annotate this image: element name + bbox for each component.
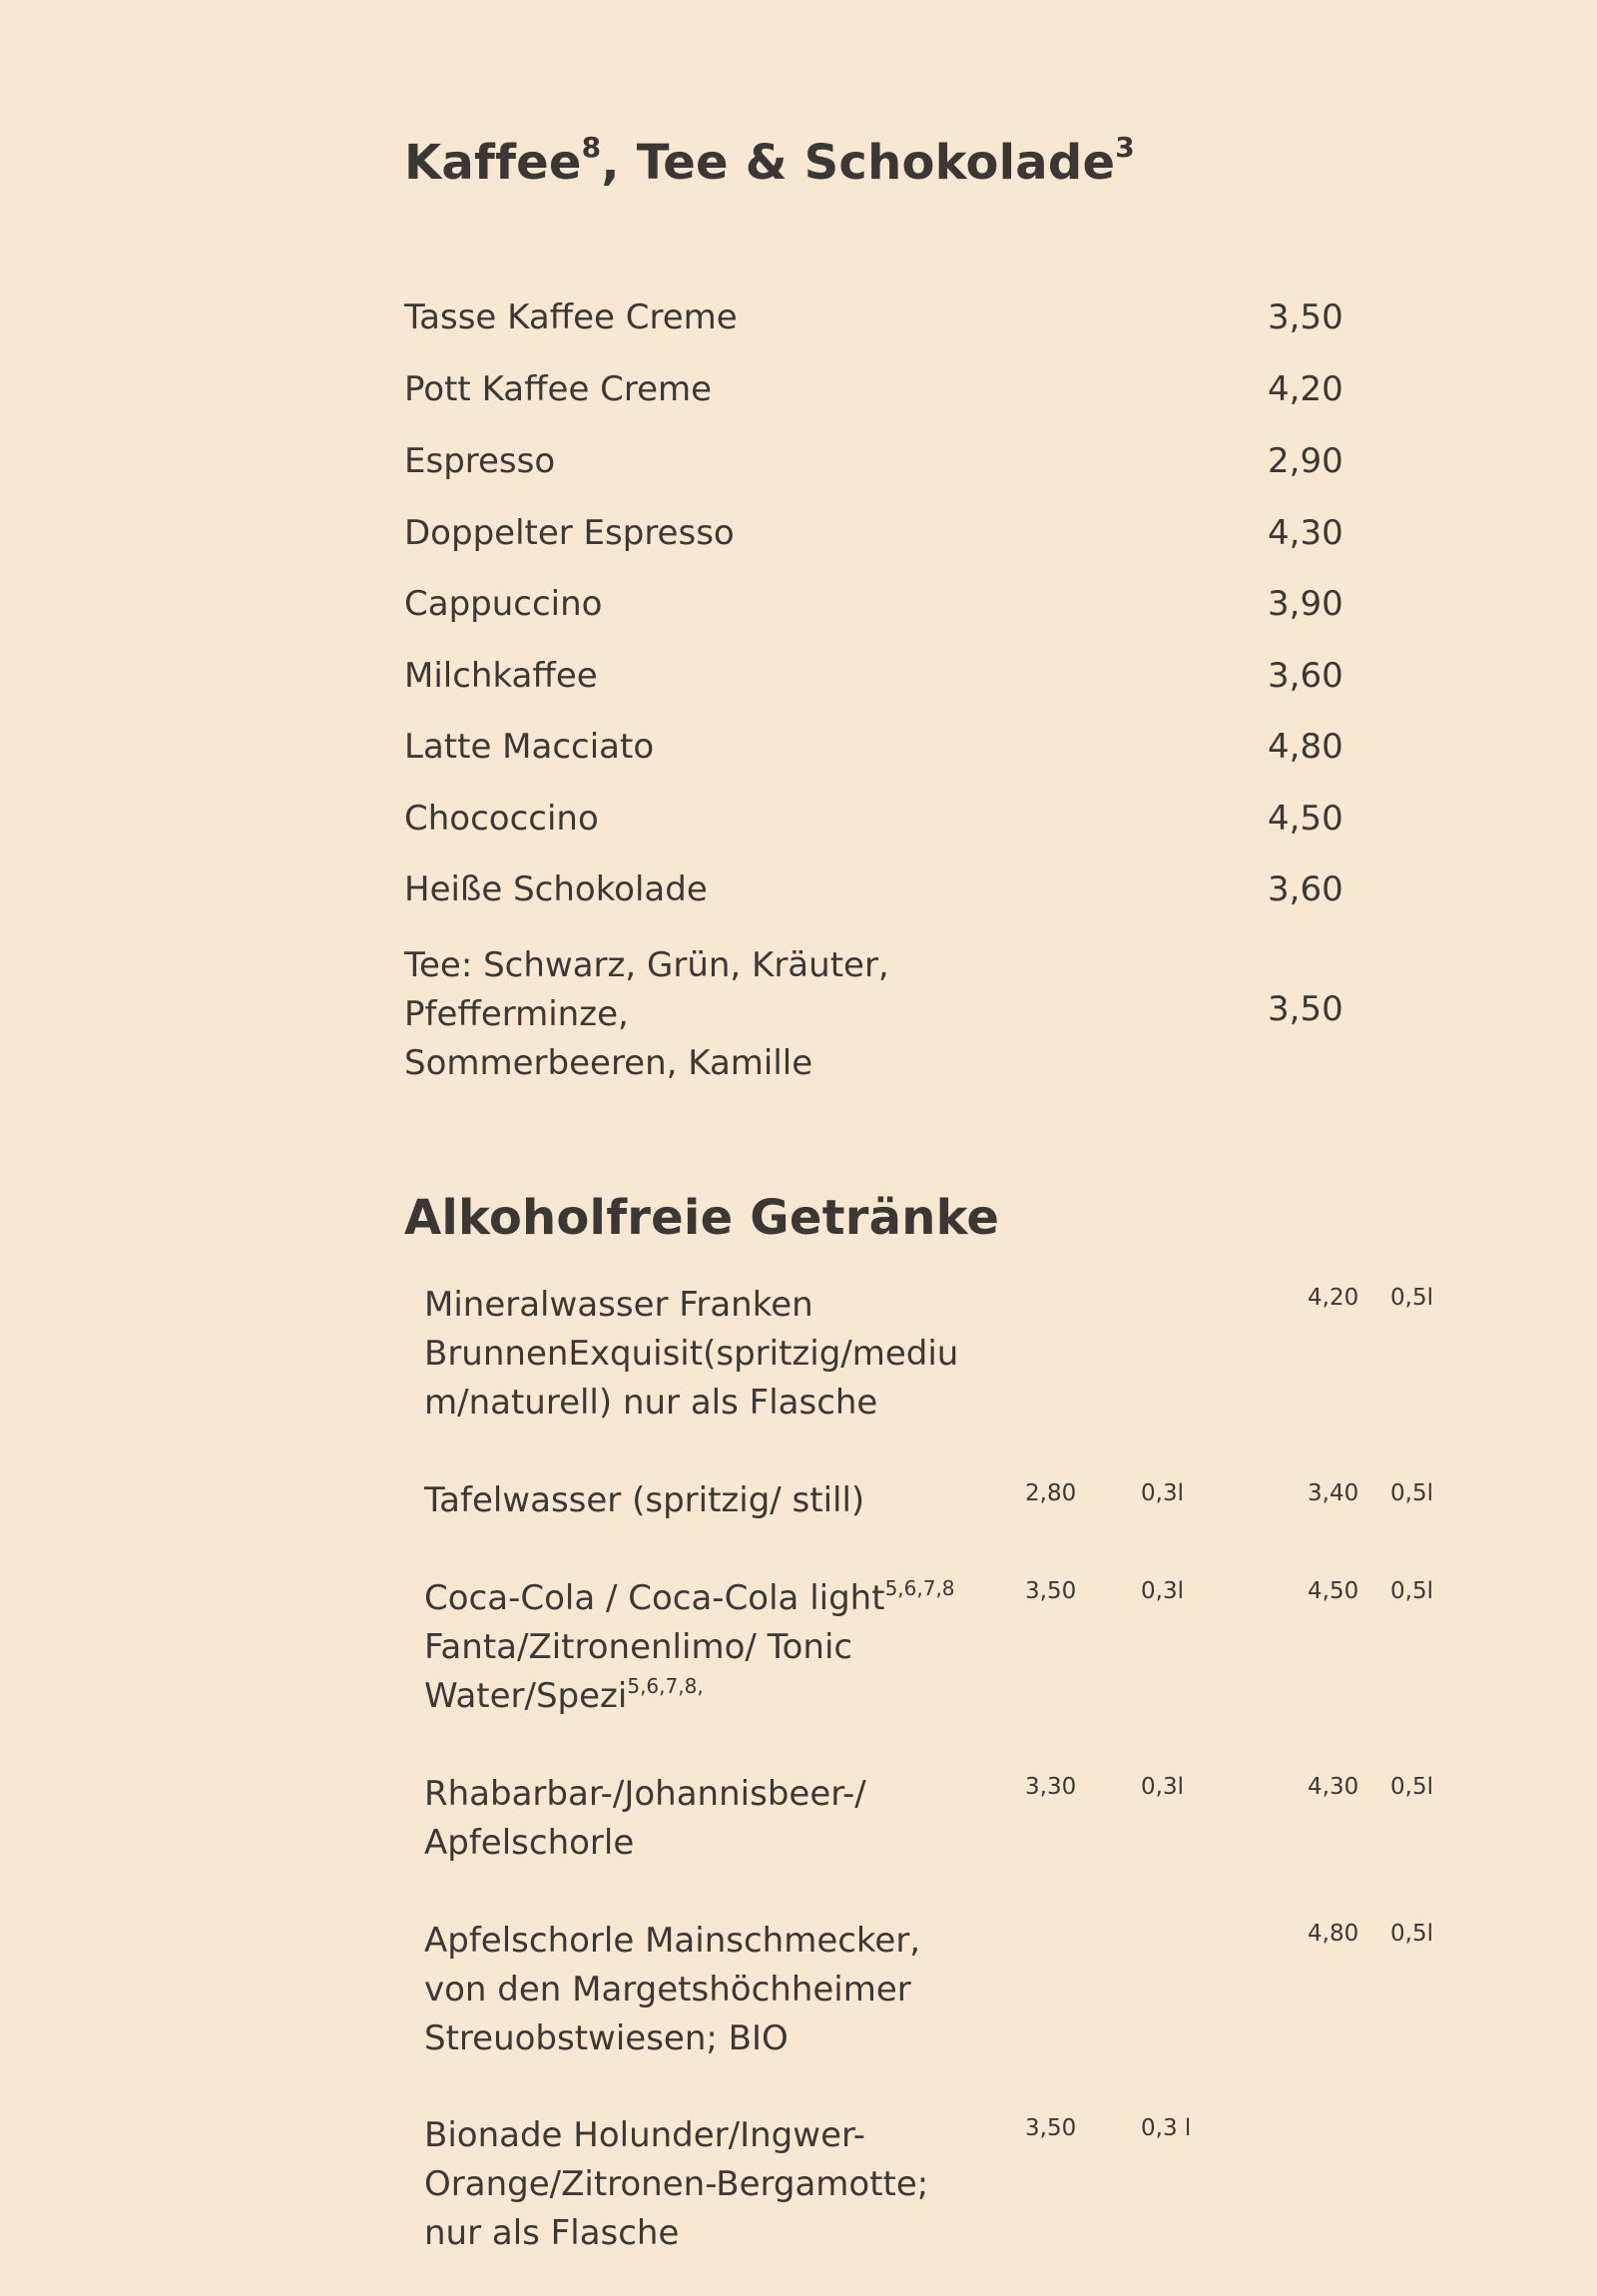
item-name: Doppelter Espresso [404, 513, 735, 553]
small-volume: 0,3l [1141, 1774, 1184, 1800]
small-volume: 0,3l [1141, 1578, 1184, 1604]
drink-item [424, 1574, 1452, 1724]
item-name: Rhabarbar-/Johannisbeer-/ Apfelschorle [424, 1774, 866, 1863]
large-price: 4,50 [1308, 1578, 1359, 1604]
item-price: 4,80 [1268, 727, 1343, 767]
menu-item [404, 441, 1342, 491]
drink-item [424, 2111, 1452, 2261]
item-name: Espresso [404, 441, 556, 481]
item-name: Tasse Kaffee Creme [404, 297, 738, 337]
large-price: 4,20 [1308, 1285, 1359, 1311]
item-name: Tafelwasser (spritzig/ still) [424, 1480, 865, 1520]
item-name: Pott Kaffee Creme [404, 369, 713, 409]
menu-item-tea [404, 941, 1342, 1091]
menu-item [404, 513, 1342, 563]
menu-item [404, 297, 1342, 347]
drink-item [424, 1770, 1452, 1870]
large-volume: 0,5l [1390, 1774, 1433, 1800]
item-name: Cappuccino [404, 584, 603, 624]
large-volume: 0,5l [1390, 1480, 1433, 1506]
small-price: 3,50 [1025, 1578, 1077, 1604]
section-title-soft-drinks: Alkoholfreie Getränke [404, 1190, 1000, 1246]
item-price: 3,60 [1268, 869, 1343, 909]
menu-item [404, 656, 1342, 706]
item-name: Coca-Cola / Coca-Cola light$^{5,6,7,8}$ Fanta/Zitronenlimo/ Tonic Water/Spezi$^{5,6,7,8,}$ [424, 1576, 955, 1716]
item-price: 4,30 [1268, 513, 1343, 553]
section-title-coffee: Kaffee$^8$, Tee & Schokolade$^3$ [404, 131, 1135, 191]
drink-item [424, 1281, 1452, 1431]
menu-item [404, 584, 1342, 634]
item-price: 4,20 [1268, 369, 1343, 409]
item-name: Apfelschorle Mainschmecker, von den Margetshöchheimer Streuobstwiesen; BIO [424, 1921, 921, 2058]
item-name: Heiße Schokolade [404, 869, 708, 909]
menu-item [404, 799, 1342, 849]
small-price: 3,50 [1025, 2115, 1077, 2141]
large-price: 3,40 [1308, 1480, 1359, 1506]
item-name: Latte Macciato [404, 727, 655, 767]
large-volume: 0,5l [1390, 1578, 1433, 1604]
menu-item [404, 369, 1342, 419]
small-volume: 0,3 l [1141, 2115, 1192, 2141]
item-name: Bionade Holunder/Ingwer- Orange/Zitronen-Bergamotte; nur als Flasche [424, 2115, 929, 2253]
small-price: 3,30 [1025, 1774, 1077, 1800]
drink-item [424, 1917, 1452, 2066]
item-name: Tee: Schwarz, Grün, Kräuter, Pfefferminze, Sommerbeeren, Kamille [404, 945, 889, 1083]
item-price: 2,90 [1268, 441, 1343, 481]
item-price: 3,90 [1268, 584, 1343, 624]
small-volume: 0,3l [1141, 1480, 1184, 1506]
large-volume: 0,5l [1390, 1285, 1433, 1311]
item-name: Milchkaffee [404, 656, 598, 696]
item-name: Mineralwasser Franken BrunnenExquisit(spritzig/mediu m/naturell) nur als Flasche [424, 1285, 959, 1423]
large-price: 4,30 [1308, 1774, 1359, 1800]
item-price: 3,60 [1268, 656, 1343, 696]
item-name: Chococcino [404, 799, 599, 839]
menu-item [404, 727, 1342, 777]
small-price: 2,80 [1025, 1480, 1077, 1506]
drink-item [424, 1476, 1452, 1526]
menu-item [404, 869, 1342, 919]
large-price: 4,80 [1308, 1921, 1359, 1947]
item-price: 4,50 [1268, 799, 1343, 839]
item-price: 3,50 [1268, 297, 1343, 337]
large-volume: 0,5l [1390, 1921, 1433, 1947]
item-price: 3,50 [1268, 989, 1343, 1029]
